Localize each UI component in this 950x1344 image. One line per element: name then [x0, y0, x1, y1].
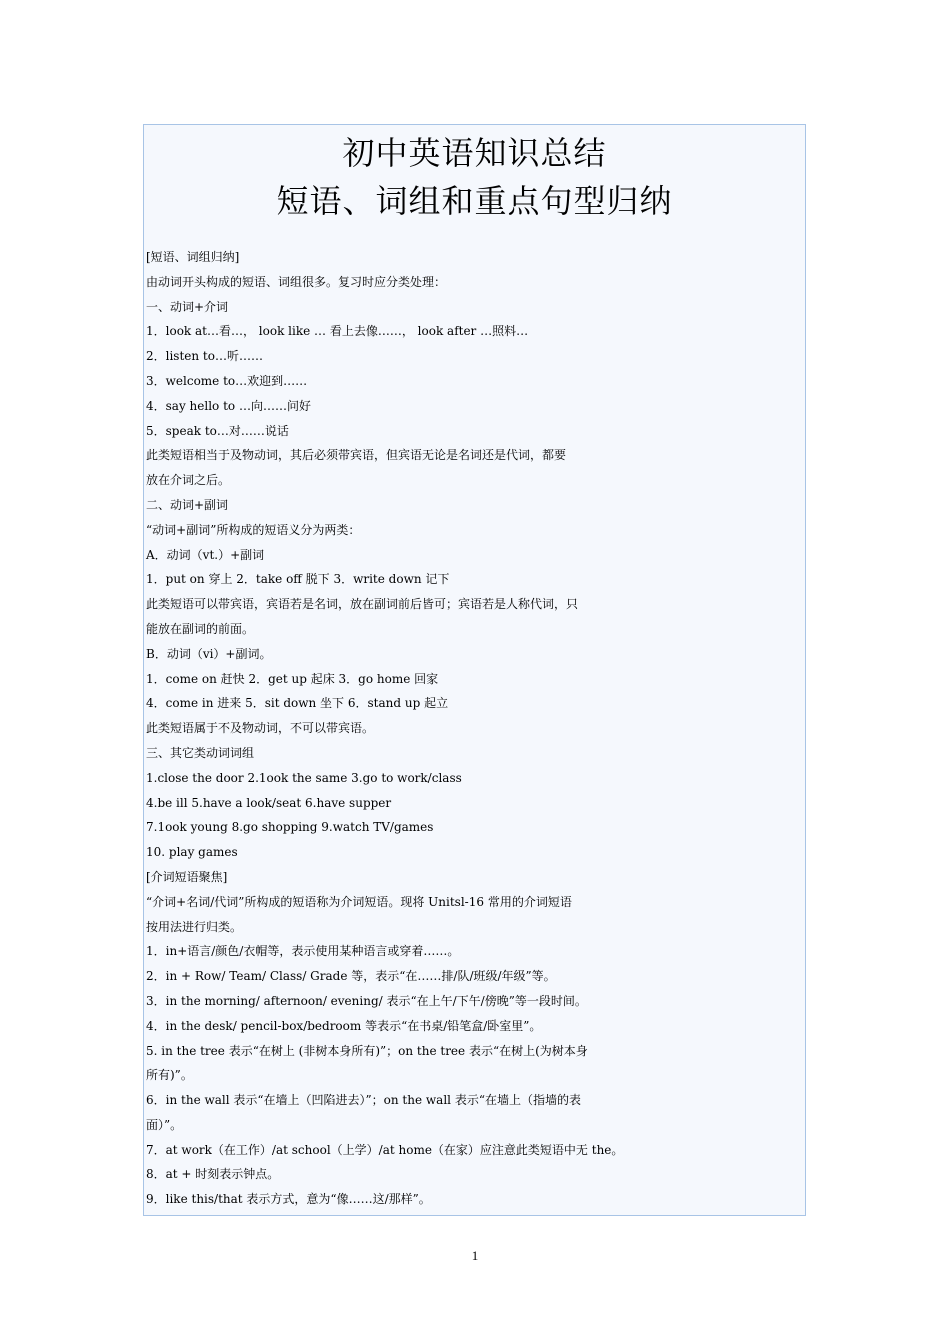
- page-number: 1: [471, 1248, 479, 1263]
- text-line: 所有)”。: [146, 1068, 193, 1083]
- text-line: 一、动词+介词: [146, 299, 229, 314]
- text-line: 4．come in 进来 5．sit down 坐下 6．stand up 起立: [146, 696, 449, 711]
- text-line: 由动词开头构成的短语、词组很多。复习时应分类处理：: [146, 274, 447, 289]
- text-line: 4.be ill 5.have a look/seat 6.have supper: [146, 795, 392, 810]
- doc-title: 初中英语知识总结: [342, 134, 607, 172]
- text-line: “动词+副词”所构成的短语义分为两类：: [146, 522, 361, 537]
- text-line: [短语、词组归纳]: [146, 250, 240, 264]
- text-line: 二、动词+副词: [146, 497, 229, 512]
- text-line: 3．welcome to…欢迎到……: [146, 373, 308, 388]
- content-box: [143, 124, 806, 1216]
- text-line: 能放在副词的前面。: [146, 621, 255, 636]
- text-line: 1．look at…看…， look like … 看上去像……， look after …照料…: [146, 324, 529, 339]
- text-line: B．动词（vi）+副词。: [146, 646, 272, 661]
- text-line: 5. in the tree 表示“在树上 (非树本身所有)”；on the tree 表示“在树上(为树本身: [146, 1043, 588, 1058]
- text-line: 10. play games: [146, 845, 238, 860]
- text-line: 1．come on 赶快 2．get up 起床 3．go home 回家: [146, 671, 439, 686]
- text-line: 此类短语可以带宾语，宾语若是名词，放在副词前后皆可；宾语若是人称代词，只: [146, 597, 579, 612]
- text-line: 4．say hello to …向……问好: [146, 398, 311, 413]
- text-line: 1．put on 穿上 2．take off 脱下 3．write down 记下: [146, 572, 450, 587]
- text-line: 此类短语属于不及物动词，不可以带宾语。: [146, 721, 375, 736]
- text-line: 7.1ook young 8.go shopping 9.watch TV/games: [146, 820, 434, 835]
- body-text: [146, 245, 805, 1212]
- text-line: 9．like this/that 表示方式，意为“像……这/那样”。: [146, 1192, 431, 1207]
- text-line: 此类短语相当于及物动词，其后必须带宾语，但宾语无论是名词还是代词，都要: [146, 448, 567, 463]
- text-line: 面）”。: [146, 1117, 183, 1132]
- text-line: 4．in the desk/ pencil-box/bedroom 等表示“在书桌/铅笔盒/卧室里”。: [146, 1018, 542, 1033]
- text-line: 3．in the morning/ afternoon/ evening/ 表示“在上午/下午/傍晚”等一段时间。: [146, 993, 587, 1008]
- text-line: 6．in the wall 表示“在墙上（凹陷进去）”；on the wall 表示“在墙上（指墙的表: [146, 1093, 581, 1108]
- text-line: 1.close the door 2.1ook the same 3.go to work/class: [146, 770, 462, 785]
- text-line: 8．at + 时刻表示钟点。: [146, 1167, 280, 1182]
- text-line: 5．speak to…对……说话: [146, 423, 289, 438]
- text-line: 放在介词之后。: [146, 473, 231, 488]
- doc-subtitle: 短语、词组和重点句型归纳: [276, 182, 673, 220]
- text-line: “介词+名词/代词”所构成的短语称为介词短语。现将 Unitsl-16 常用的介词短语: [146, 894, 572, 909]
- text-line: 按用法进行归类。: [146, 919, 243, 934]
- text-line: [介词短语聚焦]: [146, 869, 228, 884]
- text-line: 7．at work（在工作）/at school（上学）/at home（在家）应注意此类短语中无 the。: [146, 1142, 624, 1157]
- text-line: 2．in + Row/ Team/ Class/ Grade 等，表示“在……排/队/班级/年级”等。: [146, 969, 556, 984]
- text-line: A．动词（vt.）+副词: [146, 547, 265, 562]
- text-line: 2．listen to…听……: [146, 349, 263, 364]
- text-line: 三、其它类动词词组: [146, 745, 255, 760]
- text-line: 1．in+语言/颜色/衣帽等，表示使用某种语言或穿着……。: [146, 944, 460, 959]
